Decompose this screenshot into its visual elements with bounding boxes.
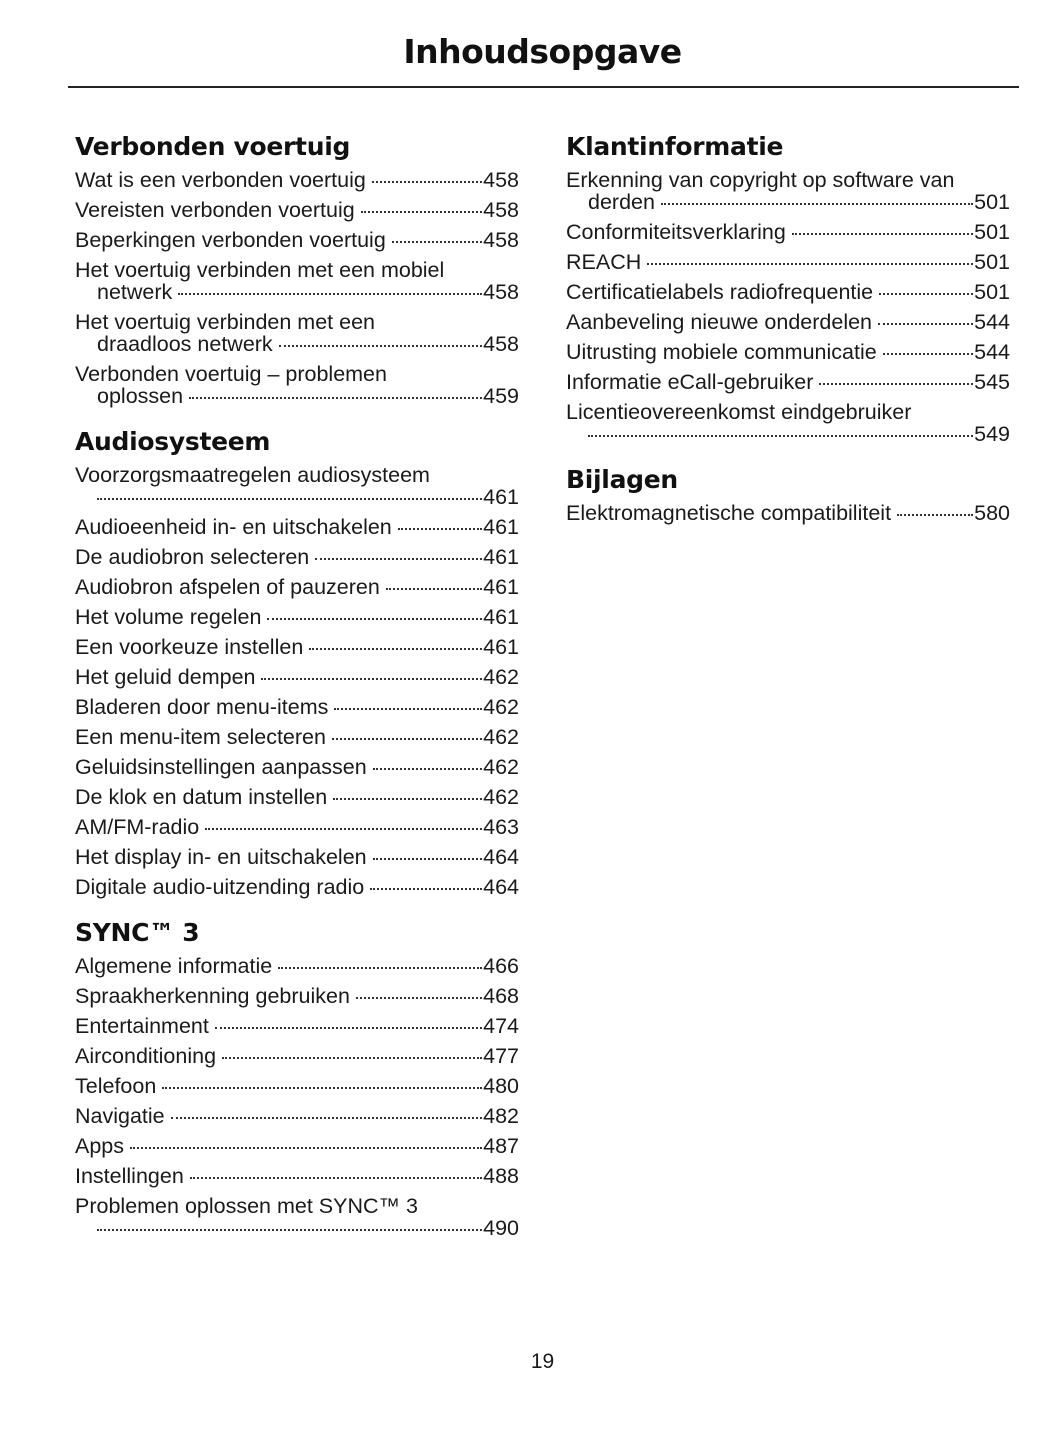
toc-entry[interactable] (75, 606, 519, 628)
toc-entry-title: Certificatielabels radiofrequentie (566, 280, 874, 304)
dot-leader (315, 558, 482, 560)
toc-entry[interactable] (75, 546, 519, 568)
toc-entry[interactable] (75, 1075, 519, 1097)
dot-leader (792, 233, 973, 235)
toc-entry[interactable] (75, 169, 519, 191)
toc-page-number: 464 (483, 845, 519, 869)
toc-entry[interactable] (75, 311, 519, 355)
dot-leader (361, 211, 482, 213)
toc-page-number: 477 (483, 1044, 519, 1068)
toc-entry[interactable] (75, 363, 519, 407)
toc-page-number: 487 (483, 1134, 519, 1158)
toc-entry-title: Een voorkeuze instellen (75, 635, 304, 659)
toc-entry-title: Het voertuig verbinden met een (75, 310, 375, 334)
toc-entry-title: Digitale audio-uitzending radio (75, 875, 365, 899)
toc-entry[interactable] (566, 401, 1010, 445)
toc-entry-title-cont: derden (588, 190, 655, 214)
toc-page-number: 461 (483, 605, 519, 629)
toc-entry-title: De klok en datum instellen (75, 785, 328, 809)
dot-leader (190, 1177, 482, 1179)
toc-entry[interactable] (75, 985, 519, 1007)
toc-right-column (566, 128, 1010, 546)
toc-entry[interactable] (75, 816, 519, 838)
dot-leader (883, 353, 973, 355)
toc-page-number: 488 (483, 1164, 519, 1188)
toc-entry[interactable] (75, 1195, 519, 1239)
dot-leader (334, 708, 482, 710)
page-title: Inhoudsopgave (403, 32, 682, 71)
dot-leader (309, 648, 482, 650)
toc-entry-title: REACH (566, 250, 642, 274)
dot-leader (171, 1117, 482, 1119)
dot-leader (370, 888, 482, 890)
toc-entry[interactable] (566, 371, 1010, 393)
dot-leader (278, 967, 482, 969)
toc-page-number: 461 (483, 635, 519, 659)
toc-entry-title: Entertainment (75, 1014, 209, 1038)
toc-entry-title: Bladeren door menu-items (75, 695, 329, 719)
toc-section (75, 920, 519, 1239)
dot-leader (879, 293, 973, 295)
dot-leader (398, 528, 482, 530)
toc-entry-title: Erkenning van copyright op software van (566, 168, 955, 192)
toc-entry[interactable] (75, 876, 519, 898)
dot-leader (647, 263, 973, 265)
toc-page-number: 501 (974, 250, 1010, 274)
toc-entry-title: Het geluid dempen (75, 665, 256, 689)
toc-entry[interactable] (566, 169, 1010, 213)
dot-leader (97, 1229, 482, 1231)
dot-leader (189, 397, 482, 399)
toc-entry-title: Apps (75, 1134, 125, 1158)
toc-entry[interactable] (566, 311, 1010, 333)
toc-section (75, 429, 519, 898)
toc-entry-title: Conformiteitsverklaring (566, 220, 786, 244)
toc-page-number: 459 (483, 384, 519, 408)
dot-leader (261, 678, 482, 680)
toc-entry-title: Het volume regelen (75, 605, 262, 629)
dot-leader (386, 588, 482, 590)
toc-entry-title: Problemen oplossen met SYNC™ 3 (75, 1194, 418, 1218)
toc-entry-title: Navigatie (75, 1104, 165, 1128)
toc-section (75, 134, 519, 407)
toc-entry-title: Audioeenheid in- en uitschakelen (75, 515, 392, 539)
toc-entry-title: AM/FM-radio (75, 815, 200, 839)
toc-entry[interactable] (75, 229, 519, 251)
toc-page-number: 458 (483, 168, 519, 192)
toc-page-number: 462 (483, 665, 519, 689)
toc-page-number: 482 (483, 1104, 519, 1128)
toc-page-number: 458 (483, 228, 519, 252)
toc-entry[interactable] (75, 1135, 519, 1157)
dot-leader (372, 181, 482, 183)
toc-page-number: 501 (974, 280, 1010, 304)
toc-entry[interactable] (566, 281, 1010, 303)
toc-page-number: 549 (974, 422, 1010, 446)
dot-leader (878, 323, 973, 325)
section-heading: SYNC™ 3 (75, 918, 200, 947)
toc-entry-title-cont: oplossen (97, 384, 184, 408)
toc-entry[interactable] (75, 1045, 519, 1067)
toc-entry[interactable] (75, 1165, 519, 1187)
toc-section (566, 134, 1010, 445)
page-number: 19 (530, 1350, 555, 1373)
toc-entry-title: Instellingen (75, 1164, 184, 1188)
title-divider (68, 86, 1019, 88)
section-heading: Bijlagen (566, 465, 678, 494)
toc-entry[interactable] (566, 502, 1010, 524)
toc-entry-title: Licentieovereenkomst eindgebruiker (566, 400, 912, 424)
toc-entry-title: Voorzorgsmaatregelen audiosysteem (75, 463, 430, 487)
toc-entry-title: Het display in- en uitschakelen (75, 845, 367, 869)
toc-entry-title: Wat is een verbonden voertuig (75, 168, 366, 192)
toc-entry[interactable] (75, 576, 519, 598)
toc-page-number: 580 (974, 501, 1010, 525)
toc-entry-title: Elektromagnetische compatibiliteit (566, 501, 892, 525)
toc-page-number: 501 (974, 190, 1010, 214)
toc-entry[interactable] (75, 199, 519, 221)
toc-entry-title-cont: draadloos netwerk (97, 332, 273, 356)
toc-page-number: 462 (483, 785, 519, 809)
toc-entry[interactable] (75, 696, 519, 718)
toc-page-number: 458 (483, 280, 519, 304)
toc-entry-title: Een menu-item selecteren (75, 725, 326, 749)
toc-entry[interactable] (75, 464, 519, 508)
section-heading: Klantinformatie (566, 132, 784, 161)
dot-leader (661, 203, 973, 205)
toc-page-number: 462 (483, 695, 519, 719)
toc-section (566, 467, 1010, 524)
toc-entry[interactable] (75, 955, 519, 977)
dot-leader (897, 514, 973, 516)
toc-entry-title: Audiobron afspelen of pauzeren (75, 575, 380, 599)
section-heading: Audiosysteem (75, 427, 271, 456)
toc-entry[interactable] (75, 259, 519, 303)
section-heading: Verbonden voertuig (75, 132, 351, 161)
toc-entry-title: Spraakherkenning gebruiken (75, 984, 350, 1008)
toc-entry[interactable] (75, 1015, 519, 1037)
toc-page-number: 461 (483, 575, 519, 599)
toc-page-number: 458 (483, 198, 519, 222)
toc-left-column (75, 128, 519, 1261)
toc-entry[interactable] (75, 846, 519, 868)
toc-entry-title: Telefoon (75, 1074, 157, 1098)
dot-leader (373, 768, 482, 770)
dot-leader (178, 293, 482, 295)
toc-entry-title-cont: netwerk (97, 280, 173, 304)
toc-page-number: 501 (974, 220, 1010, 244)
dot-leader (97, 498, 482, 500)
toc-entry[interactable] (75, 1105, 519, 1127)
toc-page-number: 544 (974, 310, 1010, 334)
toc-entry-title: Verbonden voertuig – problemen (75, 362, 387, 386)
toc-entry[interactable] (75, 516, 519, 538)
toc-page-number: 464 (483, 875, 519, 899)
toc-page-number: 462 (483, 725, 519, 749)
dot-leader (588, 435, 973, 437)
toc-page-number: 468 (483, 984, 519, 1008)
toc-entry[interactable] (75, 756, 519, 778)
toc-entry-title: Aanbeveling nieuwe onderdelen (566, 310, 873, 334)
toc-page-number: 458 (483, 332, 519, 356)
toc-entry[interactable] (566, 251, 1010, 273)
dot-leader (222, 1057, 482, 1059)
toc-entry[interactable] (566, 341, 1010, 363)
dot-leader (356, 997, 482, 999)
toc-page-number: 466 (483, 954, 519, 978)
dot-leader (267, 618, 482, 620)
dot-leader (279, 345, 482, 347)
toc-entry[interactable] (75, 666, 519, 688)
toc-page-number: 474 (483, 1014, 519, 1038)
toc-entry-title: Informatie eCall-gebruiker (566, 370, 814, 394)
dot-leader (205, 828, 482, 830)
dot-leader (215, 1027, 482, 1029)
toc-entry-title: De audiobron selecteren (75, 545, 310, 569)
toc-page-number: 461 (483, 485, 519, 509)
toc-page-number: 480 (483, 1074, 519, 1098)
dot-leader (332, 738, 482, 740)
toc-entry-title: Beperkingen verbonden voertuig (75, 228, 386, 252)
dot-leader (162, 1087, 482, 1089)
toc-entry-title: Geluidsinstellingen aanpassen (75, 755, 367, 779)
toc-page-number: 545 (974, 370, 1010, 394)
toc-page-number: 461 (483, 515, 519, 539)
toc-page-number: 462 (483, 755, 519, 779)
toc-entry-title: Vereisten verbonden voertuig (75, 198, 355, 222)
toc-entry-title: Uitrusting mobiele communicatie (566, 340, 877, 364)
toc-page-number: 463 (483, 815, 519, 839)
toc-entry-title: Algemene informatie (75, 954, 273, 978)
toc-page-number: 544 (974, 340, 1010, 364)
dot-leader (392, 241, 482, 243)
toc-entry[interactable] (75, 636, 519, 658)
dot-leader (819, 383, 973, 385)
toc-page-number: 490 (483, 1216, 519, 1240)
toc-entry-title: Het voertuig verbinden met een mobiel (75, 258, 445, 282)
dot-leader (373, 858, 483, 860)
dot-leader (130, 1147, 482, 1149)
toc-entry[interactable] (566, 221, 1010, 243)
dot-leader (333, 798, 482, 800)
toc-entry[interactable] (75, 786, 519, 808)
toc-page-number: 461 (483, 545, 519, 569)
toc-entry[interactable] (75, 726, 519, 748)
toc-entry-title: Airconditioning (75, 1044, 217, 1068)
